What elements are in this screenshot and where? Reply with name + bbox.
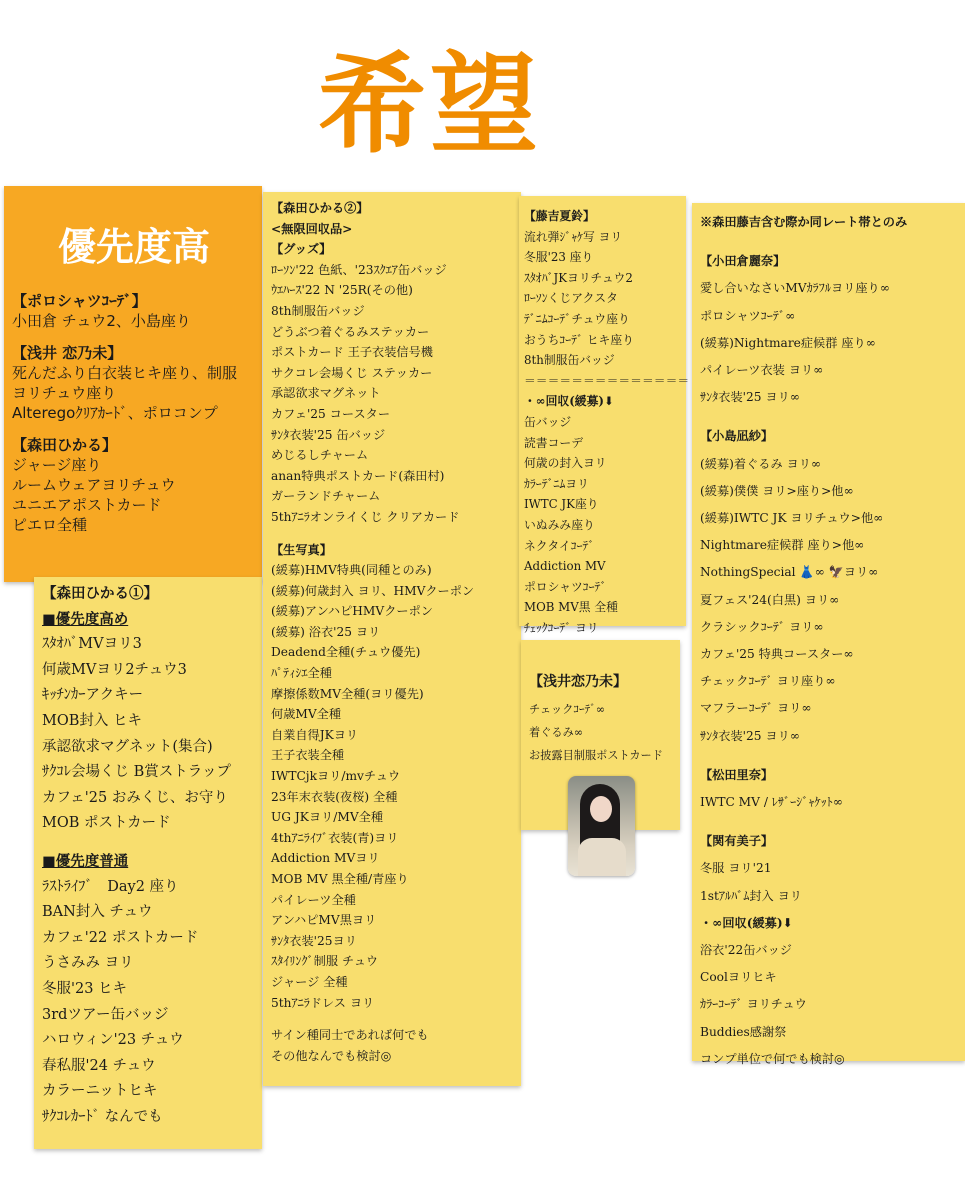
note-line: ｽﾀｵﾊﾞMVヨリ3 [42, 636, 142, 653]
note-line: Alteregoｸﾘｱｶｰﾄﾞ、ポロコンプ [12, 404, 218, 422]
note-line: (緩募)IWTC JK ヨリチュウ>他∞ [700, 511, 884, 526]
note-line: 愛し合いなさいMVｶﾗﾌﾙヨリ座り∞ [700, 281, 890, 296]
note-line: ※森田藤吉含む際か同レート帯とのみ [700, 215, 908, 229]
note-line: ﾃﾞﾆﾑｺｰﾃﾞチュウ座り [524, 311, 630, 326]
note-line: ﾁｪｯｸｺｰﾃﾞ ヨリ [524, 620, 599, 635]
note-line: 5thｱﾆﾗドレス ヨリ [271, 995, 375, 1010]
note-line: (緩募)何歳封入 ヨリ、HMVクーポン [271, 583, 475, 598]
note-line: ガーランドチャーム [271, 489, 381, 504]
note-line: UG JKヨリ/MV全種 [271, 810, 384, 825]
hikaru2-lines [271, 198, 521, 1066]
note-line: Addiction MVヨリ [271, 851, 380, 866]
note-line: 冬服'23 ヒキ [42, 980, 128, 997]
note-line: BAN封入 チュウ [42, 904, 153, 921]
note-line: (緩募)HMV特典(同種とのみ) [271, 563, 432, 578]
note-line: Addiction MV [524, 559, 606, 574]
note-line: マフラーｺｰﾃﾞ ヨリ∞ [700, 701, 812, 716]
note-line: 3rdツアー缶バッジ [42, 1006, 169, 1023]
note-line: カフェ'25 おみくじ、お守り [42, 789, 228, 806]
note-line: 【森田ひかる①】 [42, 585, 158, 602]
note-line: ハロウィン'23 チュウ [42, 1032, 184, 1049]
asai-heading: 【浅井恋乃未】 [529, 674, 627, 690]
note-line: 【森田ひかる】 [12, 436, 118, 454]
note-line: ・∞回収(緩募)⬇ [700, 915, 793, 930]
page-title: 希望 [317, 43, 542, 168]
note-line: サクコレ会場くじ ステッカー [271, 365, 433, 380]
note-line: (緩募)僕僕 ヨリ>座り>他∞ [700, 483, 854, 498]
note-line: 春私服'24 チュウ [42, 1057, 156, 1074]
note-line: どうぶつ着ぐるみステッカー [271, 324, 430, 339]
note-line: その他なんでも検討◎ [271, 1048, 392, 1063]
note-line: 何歳MVヨリ2チュウ3 [42, 661, 187, 678]
priority-lines [12, 291, 256, 535]
note-line: パイレーツ全種 [271, 892, 356, 907]
note-line: クラシックｺｰﾃﾞ ヨリ∞ [700, 619, 824, 634]
note-line: ﾛｰｿﾝくじアクスタ [524, 291, 618, 306]
spacer [271, 1013, 521, 1025]
spacer [700, 411, 965, 423]
note-line: Nightmare症候群 座り>他∞ [700, 538, 865, 553]
note-line: ｶﾗｰｺｰﾃﾞ ヨリチュウ [700, 997, 807, 1012]
note-line: ｻｸｺﾚｶｰﾄﾞ なんでも [42, 1108, 163, 1125]
note-line: ｻﾝﾀ衣装'25ヨリ [271, 933, 357, 948]
note-line: カラーニットヒキ [42, 1083, 158, 1100]
note-line: (緩募)アンハピHMVクーポン [271, 604, 433, 619]
note-line: ピエロ全種 [12, 516, 88, 534]
note-line: 冬服'23 座り [524, 250, 594, 265]
note-line: Coolヨリヒキ [700, 970, 777, 985]
note-line: 缶バッジ [524, 414, 572, 429]
note-line: ｻﾝﾀ衣装'25 ヨリ∞ [700, 728, 800, 743]
note-line: チェックｺｰﾃﾞ∞ [529, 703, 606, 716]
note-line: ヨリチュウ座り [12, 384, 117, 402]
note-line: ジャージ 全種 [271, 974, 348, 989]
note-line: MOB MV黒 全種 [524, 600, 618, 615]
note-line: 8th制服缶バッジ [271, 303, 365, 318]
note-line: 23年末衣装(夜桜) 全種 [271, 789, 398, 804]
note-line: 読書コーデ [524, 435, 583, 450]
note-line: 小田倉 チュウ2、小島座り [12, 312, 191, 330]
note-line: 王子衣装全種 [271, 748, 345, 763]
note-line: 冬服 ヨリ'21 [700, 861, 772, 876]
note-line: ポストカード 王子衣装信号機 [271, 345, 433, 360]
note-line: 5thｱﾆﾗオンライくじ クリアカード [271, 509, 460, 524]
note-line: 死んだふり白衣装ヒキ座り、制服 [12, 364, 238, 382]
note-line: うさみみ ヨリ [42, 955, 134, 972]
note-line: anan特典ポストカード(森田村) [271, 468, 445, 483]
note-line: 4thｱﾆﾗｲﾌﾞ衣装(青)ヨリ [271, 830, 399, 845]
note-line: ｽﾀｵﾊﾞJKヨリチュウ2 [524, 270, 633, 285]
note-line: カフェ'25 特典コースター∞ [700, 647, 854, 662]
note-line: ﾗｽﾄﾗｲﾌﾞ Day2 座り [42, 878, 179, 895]
spacer [12, 423, 256, 435]
note-line: 摩擦係数MV全種(ヨリ優先) [271, 686, 424, 701]
spacer [700, 236, 965, 248]
note-line: ・∞回収(緩募)⬇ [524, 394, 614, 409]
note-line: 夏フェス'24(白黒) ヨリ∞ [700, 592, 840, 607]
note-line: チェックｺｰﾃﾞ ヨリ座り∞ [700, 674, 836, 689]
note-line: ﾛｰｿﾝ'22 色紙、'23ｽｸｴｱ缶バッジ [271, 262, 447, 277]
note-line: 【森田ひかる②】 [271, 201, 369, 215]
note-line: おうちｺｰﾃﾞ ヒキ座り [524, 332, 634, 347]
note-line: お披露目制服ポストカード [529, 749, 663, 762]
note-line: 浴衣'22缶バッジ [700, 943, 792, 958]
spacer [271, 528, 521, 540]
note-line: 【関有美子】 [700, 834, 774, 849]
morita-hikaru-1-note [34, 577, 262, 1149]
note-line: ■優先度高め [42, 610, 129, 628]
note-line: ポロシャツｺｰﾃﾞ∞ [700, 308, 796, 323]
note-line: アンハピMV黒ヨリ [271, 913, 377, 928]
note-line: 何歳MV全種 [271, 707, 342, 722]
note-line: カフェ'25 コースター [271, 406, 391, 421]
note-line: ジャージ座り [12, 456, 102, 474]
note-line: 承認欲求マグネット [271, 386, 381, 401]
note-line: ｻﾝﾀ衣装'25 ヨリ∞ [700, 390, 800, 405]
note-line: 承認欲求マグネット(集合) [42, 738, 213, 755]
note-line: IWTC JK座り [524, 497, 599, 512]
note-line: 8th制服缶バッジ [524, 353, 615, 368]
note-line: 【グッズ】 [271, 242, 332, 257]
other-members-note [692, 203, 965, 1066]
hikaru1-lines [42, 581, 262, 1130]
note-line: ユニエアポストカード [12, 496, 162, 514]
note-line: Buddies感謝祭 [700, 1024, 787, 1039]
right-lines [700, 209, 965, 1073]
note-line: 着ぐるみ∞ [529, 726, 584, 739]
note-line: ｶﾗｰﾃﾞﾆﾑヨリ [524, 476, 589, 491]
fujiyoshi-lines [524, 206, 690, 638]
note-line: パイレーツ衣装 ヨリ∞ [700, 363, 824, 378]
note-line: MOB ポストカード [42, 815, 171, 832]
note-line: ｻﾝﾀ衣装'25 缶バッジ [271, 427, 386, 442]
asai-lines [529, 698, 680, 767]
note-line: サイン種同士であれば何でも [271, 1028, 429, 1043]
note-line: NothingSpecial 👗∞ 🦅ヨリ∞ [700, 565, 879, 580]
note-line: 【松田里奈】 [700, 767, 774, 782]
note-line: 自業自得JKヨリ [271, 727, 359, 742]
note-line: 流れ弾ｼﾞｬｹ写 ヨリ [524, 229, 623, 244]
note-line: 【浅井 恋乃未】 [12, 344, 123, 362]
spacer [42, 837, 262, 849]
note-line: コンプ単位で何でも検討◎ [700, 1051, 845, 1066]
fujiyoshi-karin-note [519, 196, 690, 635]
note-line: 何歳の封入ヨリ [524, 456, 607, 471]
priority-heading: 優先度高 [57, 225, 210, 269]
note-line: (緩募)Nightmare症候群 座り∞ [700, 335, 876, 350]
note-line: ﾊﾟﾃｨｼｴ全種 [271, 666, 332, 681]
spacer [700, 750, 965, 762]
note-line: ネクタイｺｰﾃﾞ [524, 538, 595, 553]
note-line: (緩募) 浴衣'25 ヨリ [271, 624, 381, 639]
note-line: MOB MV 黒全種/青座り [271, 872, 409, 886]
note-line: ｳｴﾊｰｽ'22 N '25R(その他) [271, 283, 413, 298]
note-line: MOB封入 ヒキ [42, 712, 142, 729]
note-line: 1stｱﾙﾊﾞﾑ封入 ヨリ [700, 888, 802, 903]
note-line: 【ポロシャツｺｰﾃﾞ】 [12, 292, 147, 310]
note-line: 【生写真】 [271, 542, 332, 557]
note-line: ポロシャツｺｰﾃﾞ [524, 579, 607, 594]
note-line: IWTCjkヨリ/mvチュウ [271, 769, 401, 784]
spacer [12, 331, 256, 343]
note-line: 【小田倉麗奈】 [700, 254, 786, 269]
morita-hikaru-2-note [263, 192, 521, 1086]
note-line: ｷｯﾁﾝｶｰアクキー [42, 687, 144, 704]
note-line: ｽﾀｲﾘﾝｸﾞ制服 チュウ [271, 954, 379, 969]
note-line: めじるしチャーム [271, 448, 369, 463]
note-line: 【藤吉夏鈴】 [524, 209, 595, 223]
note-line: ■優先度普通 [42, 852, 129, 870]
note-line: IWTC MV / ﾚｻﾞｰｼﾞｬｹｯﾄ∞ [700, 795, 843, 810]
note-line: カフェ'22 ポストカード [42, 929, 199, 946]
note-line: 【小島凪紗】 [700, 429, 774, 444]
note-line: いぬみみ座り [524, 517, 595, 532]
note-line: ＝＝＝＝＝＝＝＝＝＝＝＝＝＝ [524, 373, 690, 388]
note-line: ルームウェアヨリチュウ [12, 476, 176, 494]
spacer [700, 816, 965, 828]
note-line: (緩募)着ぐるみ ヨリ∞ [700, 456, 822, 471]
note-line: Deadend全種(チュウ優先) [271, 645, 421, 660]
note-line: ｻｸｺﾚ会場くじ B賞ストラップ [42, 764, 231, 781]
member-photo [568, 776, 635, 876]
priority-high-note [4, 186, 262, 582]
note-line: <無限回収品> [271, 221, 353, 236]
